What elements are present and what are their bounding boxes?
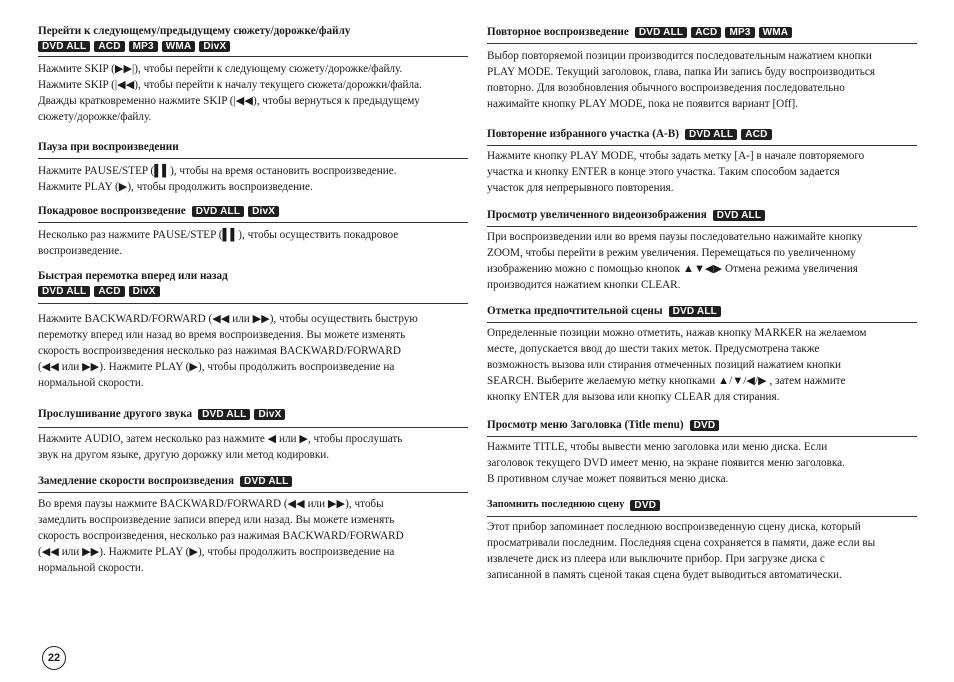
badge-acd: ACD — [741, 129, 771, 140]
section-slow — [38, 474, 468, 576]
section-text: При воспроизведении или во время паузы последовательно нажимайте кнопку ZOOM, чтобы перейти в режим увеличения. Перемещаться по увеличенному изображению можно с помощью кнопок ▲▼◀▶ Отмена режима увеличения производится нажатием кнопки CLEAR. — [487, 231, 863, 291]
badge-acd: ACD — [94, 286, 124, 297]
divider — [487, 43, 917, 44]
section-text: Нажмите кнопку PLAY MODE, чтобы задать метку [A-] в начале повторяемого участка и кнопку ENTER в конце этого участка. Таким способом задается участок для непрерывного повторения. — [487, 150, 865, 194]
divider — [38, 492, 468, 493]
section-title-menu — [487, 418, 917, 487]
section-text: Определенные позиции можно отметить, нажав кнопку MARKER на желаемом месте, допускается ввод до шести таких меток. Предусмотрена также возможность вызова или стирания отмеченных позиций нажатием кнопки SEARCH. Выберите желаемую метку кнопками ▲/▼/◀/▶ , затем нажмите кнопку ENTER для вызова или кнопку CLEAR для стирания. — [487, 327, 867, 403]
section-heading: Запомнить последнюю сцену DVD — [487, 498, 917, 512]
format-badges — [38, 286, 468, 297]
badge-dvd-all: DVD ALL — [713, 210, 765, 221]
section-text: Нажмите SKIP (▶▶|), чтобы перейти к следующему сюжету/дорожке/файлу. Нажмите SKIP (|◀◀), чтобы перейти к началу текущего сюжета/дорожки/файла. Дважды кратковременно нажмите SKIP (|◀◀), чтобы вернуться к предыдущему сюжету/дорожке/файлу. — [38, 63, 422, 123]
badge-dvd-all: DVD ALL — [240, 476, 292, 487]
section-heading: Повторение избранного участка (A-B) DVD ALL ACD — [487, 127, 917, 141]
badge-divx: DivX — [199, 41, 230, 52]
section-text: Нажмите TITLE, чтобы вывести меню заголовка или меню диска. Если заголовок текущего DVD имеет меню, на экране появится меню заголовка. В противном случае может появиться меню диска. — [487, 441, 845, 485]
divider — [38, 427, 468, 428]
divider — [38, 303, 468, 304]
section-text: Во время паузы нажмите BACKWARD/FORWARD (◀◀ или ▶▶), чтобы замедлить воспроизведение записи вперед или назад. Вы можете изменять скорость воспроизведения, несколько раз нажимая BACKWARD/FORWARD (◀◀ или ▶▶). Нажмите PLAY (▶), чтобы продолжить воспроизведение на нормальной скорости. — [38, 498, 404, 574]
badge-dvd-all: DVD ALL — [38, 41, 90, 52]
badge-dvd-all: DVD ALL — [635, 27, 687, 38]
section-zoom — [487, 208, 917, 293]
badge-dvd-all: DVD ALL — [192, 206, 244, 217]
divider — [487, 226, 917, 227]
divider — [38, 158, 468, 159]
badge-dvd: DVD — [690, 420, 720, 431]
section-fast-scan — [38, 269, 468, 391]
section-audio — [38, 407, 468, 463]
section-skip — [38, 24, 468, 125]
badge-wma: WMA — [759, 27, 793, 38]
section-heading: Отметка предпочтительной сцены DVD ALL — [487, 304, 917, 318]
section-heading: Просмотр увеличенного видеоизображения DVD ALL — [487, 208, 917, 222]
divider — [487, 322, 917, 323]
badge-dvd-all: DVD ALL — [198, 409, 250, 420]
section-heading: Быстрая перемотка вперед или назад — [38, 270, 228, 282]
section-text: Нажмите AUDIO, затем несколько раз нажмите ◀ или ▶, чтобы прослушать звук на другом языке, другую дорожку или метод кодировки. — [38, 433, 403, 461]
badge-dvd: DVD — [630, 500, 660, 511]
section-text: Нажмите BACKWARD/FORWARD (◀◀ или ▶▶), чтобы осуществить быструю перемотку вперед или назад во время воспроизведения. Вы можете изменять скорость воспроизведения несколько раз нажимая BACKWARD/FORWARD (◀◀ или ▶▶). Нажмите PLAY (▶), чтобы продолжить воспроизведение на нормальной скорости. — [38, 313, 418, 389]
badge-divx: DivX — [254, 409, 285, 420]
badge-mp3: MP3 — [129, 41, 158, 52]
section-text: Выбор повторяемой позиции производится последовательным нажатием кнопки PLAY MODE. Текущий заголовок, глава, папка Ии запись буду воспроизводиться повторно. Для возобновления обычного воспроизведения последовательно нажимайте кнопку PLAY MODE, пока не появится вариант [Off]. — [487, 50, 876, 110]
format-badges — [38, 41, 468, 52]
badge-mp3: MP3 — [725, 27, 754, 38]
section-ab-repeat — [487, 127, 917, 196]
section-heading: Перейти к следующему/предыдущему сюжету/дорожке/файлу — [38, 25, 351, 37]
divider — [487, 516, 917, 517]
section-heading: Прослушивание другого звука DVD ALL DivX — [38, 407, 468, 421]
divider — [38, 222, 468, 223]
section-heading: Замедление скорости воспроизведения DVD ALL — [38, 474, 468, 488]
divider — [487, 145, 917, 146]
section-frame — [38, 204, 468, 259]
section-heading: Покадровое воспроизведение DVD ALL DivX — [38, 204, 468, 218]
section-marker — [487, 304, 917, 405]
section-text: Нажмите PAUSE/STEP (▌▌), чтобы на время остановить воспроизведение. Нажмите PLAY (▶), чтобы продолжить воспроизведение. — [38, 165, 397, 193]
section-heading: Пауза при воспроизведении — [38, 141, 179, 153]
section-text: Этот прибор запоминает последнюю воспроизведенную сцену диска, который просматривали последним. Последняя сцена сохраняется в памяти, даже если вы извлечете диск из плеера или выключите прибор. При загрузке диска с записанной в память сценой такая сцена будет выводиться автоматически. — [487, 521, 876, 581]
badge-divx: DivX — [129, 286, 160, 297]
section-pause — [38, 140, 468, 195]
badge-dvd-all: DVD ALL — [685, 129, 737, 140]
divider — [38, 56, 468, 57]
badge-dvd-all: DVD ALL — [38, 286, 90, 297]
badge-dvd-all: DVD ALL — [669, 306, 721, 317]
section-text: Несколько раз нажмите PAUSE/STEP (▌▌), чтобы осуществить покадровое воспроизведение. — [38, 229, 399, 257]
badge-wma: WMA — [162, 41, 196, 52]
badge-divx: DivX — [248, 206, 279, 217]
badge-acd: ACD — [691, 27, 721, 38]
section-heading: Повторное воспроизведение DVD ALL ACD MP3 WMA — [487, 25, 917, 39]
page-number: 22 — [42, 646, 66, 670]
section-heading: Просмотр меню Заголовка (Title menu) DVD — [487, 418, 917, 432]
section-last-scene — [487, 498, 917, 583]
badge-acd: ACD — [94, 41, 124, 52]
section-repeat — [487, 25, 917, 112]
divider — [487, 436, 917, 437]
